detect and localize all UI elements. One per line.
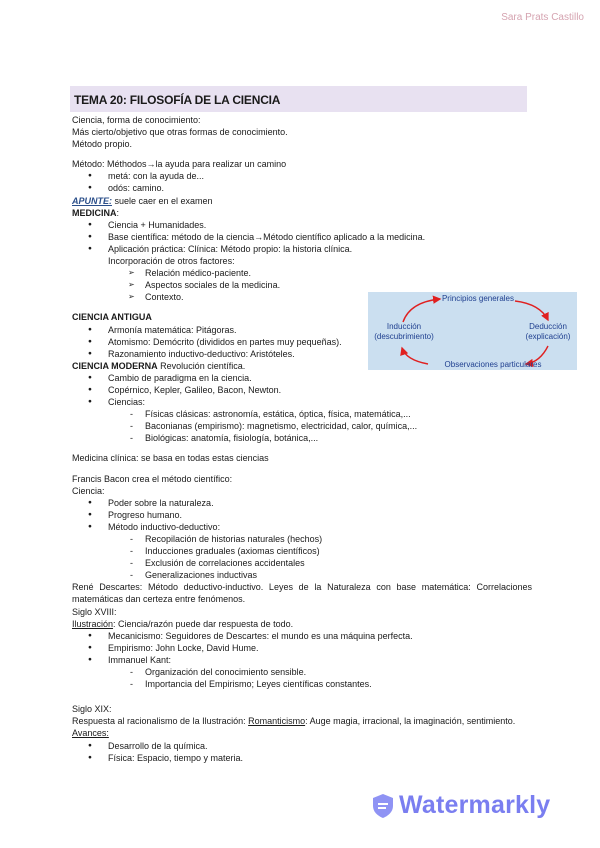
list-item: ● Aplicación práctica: Clínica: Método propio: la historia clínica. — [72, 243, 532, 255]
list-item: ● Empirismo: John Locke, David Hume. — [72, 642, 532, 654]
arrow-induccion-return — [402, 348, 428, 364]
list-item: ● Método inductivo-deductivo: — [72, 521, 532, 533]
document-body — [72, 114, 532, 764]
intro-line: Ciencia, forma de conocimiento: — [72, 115, 201, 125]
title-bar — [70, 86, 527, 112]
author-name: Sara Prats Castillo — [501, 12, 584, 23]
dash-item: - Físicas clásicas: astronomía, estática, óptica, física, matemática,... — [72, 408, 532, 420]
bacon-line: Francis Bacon crea el método científico: — [72, 473, 233, 484]
dash-item: - Biológicas: anatomía, fisiología, botánica,... — [72, 432, 532, 444]
shield-icon — [372, 793, 394, 819]
list-item: ● Razonamiento inductivo-deductivo: Aristóteles. — [72, 348, 532, 360]
dash-item: - Recopilación de historias naturales (hechos) — [72, 533, 532, 545]
dash-item: - Generalizaciones inductivas — [72, 569, 532, 581]
list-item: ● Immanuel Kant: — [72, 654, 532, 666]
medicina-heading: MEDICINA: — [72, 207, 120, 218]
dash-item: - Organización del conocimiento sensible. — [72, 666, 532, 678]
arrow-induccion — [403, 299, 440, 322]
list-item: ● Base científica: método de la ciencia→Método científico aplicado a la medicina. — [72, 231, 532, 243]
medicina-clinica-line: Medicina clínica: se basa en todas estas ciencias — [72, 453, 269, 464]
list-item: ● Ciencia + Humanidades. — [72, 219, 532, 231]
list-item: ● odós: camino. — [72, 182, 532, 194]
list-item: ● Progreso humano. — [72, 509, 532, 521]
arrow-item: ➢ Relación médico-paciente. — [72, 267, 532, 279]
arrow-item: ➢ Aspectos sociales de la medicina. — [72, 279, 532, 291]
watermark-text: Watermarkly — [399, 791, 551, 819]
arrow-item: ➢ Contexto. — [72, 291, 532, 303]
list-item: ● Armonía matemática: Pitágoras. — [72, 324, 532, 336]
diagram-left-2: (descubrimiento) — [374, 332, 434, 341]
moderna-heading: CIENCIA MODERNA Revolución científica. — [72, 360, 246, 371]
romanticismo-line: Respuesta al racionalismo de la Ilustración: Romanticismo: Auge magia, irracional, la imaginación, sentimiento. — [72, 716, 516, 727]
dash-item: - Baconianas (empirismo): magnetismo, electricidad, calor, química,... — [72, 420, 532, 432]
intro-line: Más cierto/objetivo que otras formas de conocimiento. — [72, 127, 288, 138]
intro-line: Método propio. — [72, 139, 133, 150]
medicina-subheading: Incorporación de otros factores: — [108, 256, 235, 267]
apunte-label: APUNTE: — [72, 195, 112, 206]
diagram-left-1: Inducción — [386, 322, 422, 331]
list-item: ● Cambio de paradigma en la ciencia. — [72, 372, 532, 384]
ilustracion-line: Ilustración: Ciencia/razón puede dar respuesta de todo. — [72, 618, 294, 629]
dash-item: - Exclusión de correlaciones accidentales — [72, 557, 532, 569]
list-item: ● Ciencias: — [72, 396, 532, 408]
dash-item: - Inducciones graduales (axiomas científicos) — [72, 545, 532, 557]
metodo-line: Método: Méthodos→la ayuda para realizar un camino — [72, 159, 287, 170]
page-title: TEMA 20: FILOSOFÍA DE LA CIENCIA — [74, 93, 281, 107]
list-item: ● Poder sobre la naturaleza. — [72, 497, 532, 509]
arrow-deduccion — [515, 301, 548, 320]
list-item: ● Mecanicismo: Seguidores de Descartes: el mundo es una máquina perfecta. — [72, 630, 532, 642]
xviii-heading: Siglo XVIII: — [72, 606, 117, 617]
watermark — [372, 791, 550, 820]
bacon-ciencia: Ciencia: — [72, 485, 105, 496]
diagram-right-1: Deducción — [529, 322, 567, 331]
diagram-top: Principios generales — [441, 294, 515, 303]
antigua-heading: CIENCIA ANTIGUA — [72, 312, 152, 323]
avances-label: Avances: — [72, 728, 109, 739]
xix-heading: Siglo XIX: — [72, 704, 112, 715]
scientific-method-diagram — [368, 292, 577, 370]
diagram-right-2: (explicación) — [525, 332, 571, 341]
list-item: ● Desarrollo de la química. — [72, 740, 532, 752]
dash-item: - Importancia del Empirismo; Leyes científicas constantes. — [72, 678, 532, 690]
list-item: ● Física: Espacio, tiempo y materia. — [72, 752, 532, 764]
descartes-paragraph: René Descartes: Método deductivo-inductivo. Leyes de la Naturaleza con base matemática: Correlaciones matemáticas dan certeza entre fenómenos. — [72, 582, 533, 605]
diagram-bottom: Observaciones particulares — [444, 360, 542, 369]
list-item: ● Copérnico, Kepler, Galileo, Bacon, Newton. — [72, 384, 532, 396]
list-item: ● metá: con la ayuda de... — [72, 170, 532, 182]
apunte-line — [72, 195, 532, 207]
list-item: ● Atomismo: Demócrito (divididos en partes muy pequeñas). — [72, 336, 532, 348]
apunte-text: suele caer en el examen — [112, 195, 213, 206]
